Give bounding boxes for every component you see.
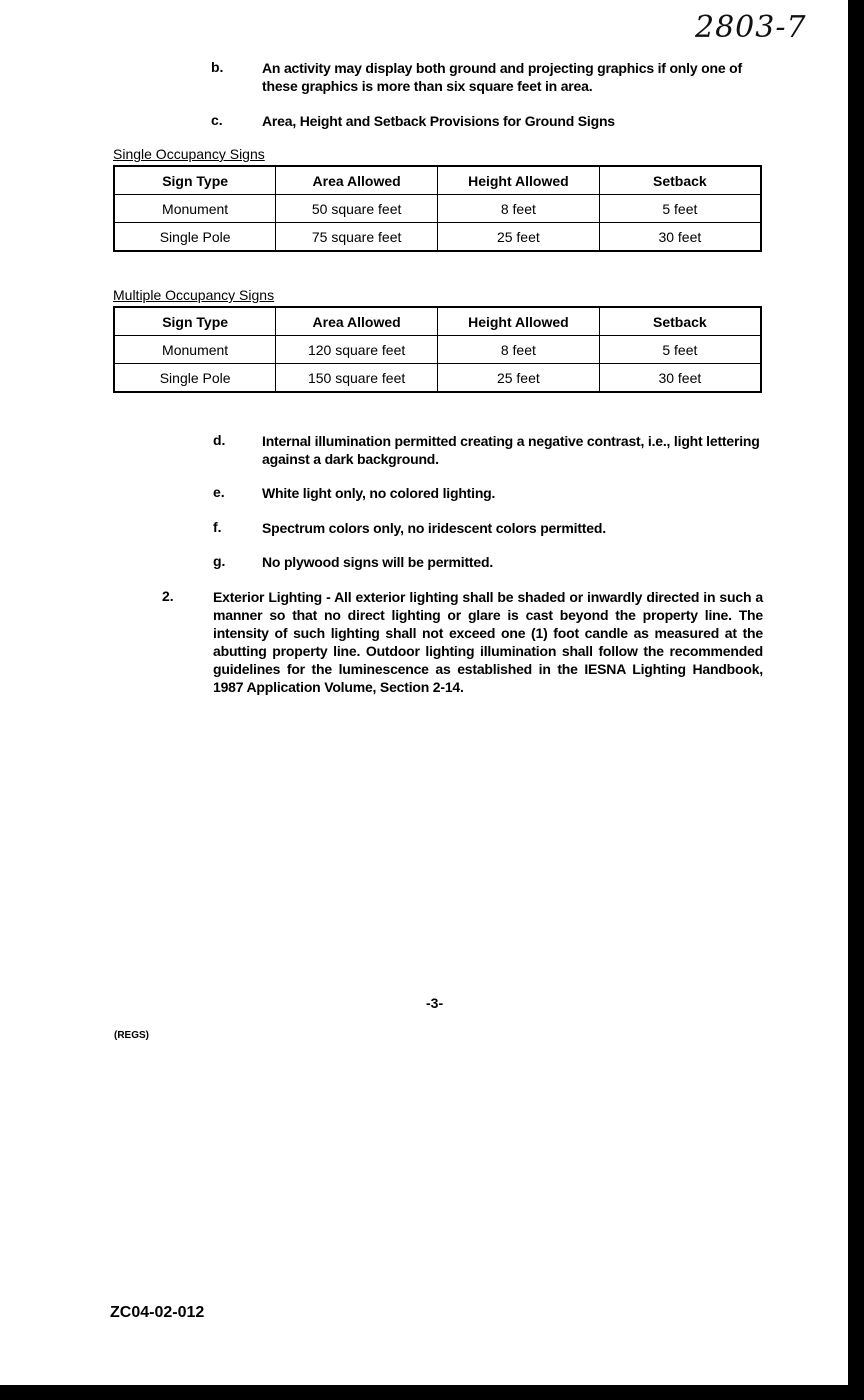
cell-setback: 5 feet <box>599 195 761 223</box>
handwritten-page-number: 2803-7 <box>695 10 807 45</box>
multiple-occupancy-caption: Multiple Occupancy Signs <box>113 287 275 303</box>
cell-sign-type: Single Pole <box>114 364 276 393</box>
multiple-occupancy-table <box>113 306 762 393</box>
item-f-marker: f. <box>213 519 222 535</box>
cell-height: 8 feet <box>438 195 600 223</box>
header-area-allowed: Area Allowed <box>276 307 438 336</box>
item-d-marker: d. <box>213 432 226 448</box>
header-height-allowed: Height Allowed <box>438 307 600 336</box>
header-setback: Setback <box>599 307 761 336</box>
single-occupancy-table <box>113 165 762 252</box>
item-c-marker: c. <box>211 112 223 128</box>
item-g-text: No plywood signs will be permitted. <box>262 554 494 570</box>
table-header-row <box>114 307 761 336</box>
table-row <box>114 195 761 223</box>
section-2-text: Exterior Lighting - All exterior lighting shall be shaded or inwardly directed in such a manner so that no direct lighting or glare is cast beyond the property line. The intensity of such lighting shall not exceed one (1) foot candle as measured at the abutting property line. Outdoor lighting illumination shall follow the recommended guidelines for the luminescence as established in the IESNA Lighting Handbook, 1987 Application Volume, Section 2-14. <box>213 589 763 695</box>
header-height-allowed: Height Allowed <box>438 166 600 195</box>
cell-setback: 30 feet <box>599 223 761 252</box>
header-sign-type: Sign Type <box>114 307 276 336</box>
item-f-text: Spectrum colors only, no iridescent colors permitted. <box>262 520 606 536</box>
cell-area: 75 square feet <box>276 223 438 252</box>
cell-sign-type: Monument <box>114 195 276 223</box>
cell-sign-type: Monument <box>114 336 276 364</box>
document-id: ZC04-02-012 <box>110 1304 205 1321</box>
header-sign-type: Sign Type <box>114 166 276 195</box>
table-header-row <box>114 166 761 195</box>
table-row <box>114 336 761 364</box>
section-2-marker: 2. <box>162 588 174 604</box>
regs-label: (REGS) <box>114 1030 149 1041</box>
table-row <box>114 223 761 252</box>
header-setback: Setback <box>599 166 761 195</box>
item-c-text: Area, Height and Setback Provisions for Ground Signs <box>262 113 615 129</box>
item-b-text: An activity may display both ground and projecting graphics if only one of these graphics is more than six square feet in area. <box>262 60 742 94</box>
item-e-text: White light only, no colored lighting. <box>262 485 496 501</box>
single-occupancy-caption: Single Occupancy Signs <box>113 146 265 162</box>
cell-setback: 30 feet <box>599 364 761 393</box>
cell-area: 150 square feet <box>276 364 438 393</box>
cell-area: 50 square feet <box>276 195 438 223</box>
header-area-allowed: Area Allowed <box>276 166 438 195</box>
cell-height: 8 feet <box>438 336 600 364</box>
cell-height: 25 feet <box>438 364 600 393</box>
item-d-text: Internal illumination permitted creating a negative contrast, i.e., light lettering against a dark background. <box>262 433 760 467</box>
item-b-marker: b. <box>211 59 224 75</box>
cell-sign-type: Single Pole <box>114 223 276 252</box>
table-row <box>114 364 761 393</box>
page-number: -3- <box>426 995 444 1011</box>
cell-area: 120 square feet <box>276 336 438 364</box>
cell-setback: 5 feet <box>599 336 761 364</box>
cell-height: 25 feet <box>438 223 600 252</box>
item-g-marker: g. <box>213 553 226 569</box>
item-e-marker: e. <box>213 484 225 500</box>
